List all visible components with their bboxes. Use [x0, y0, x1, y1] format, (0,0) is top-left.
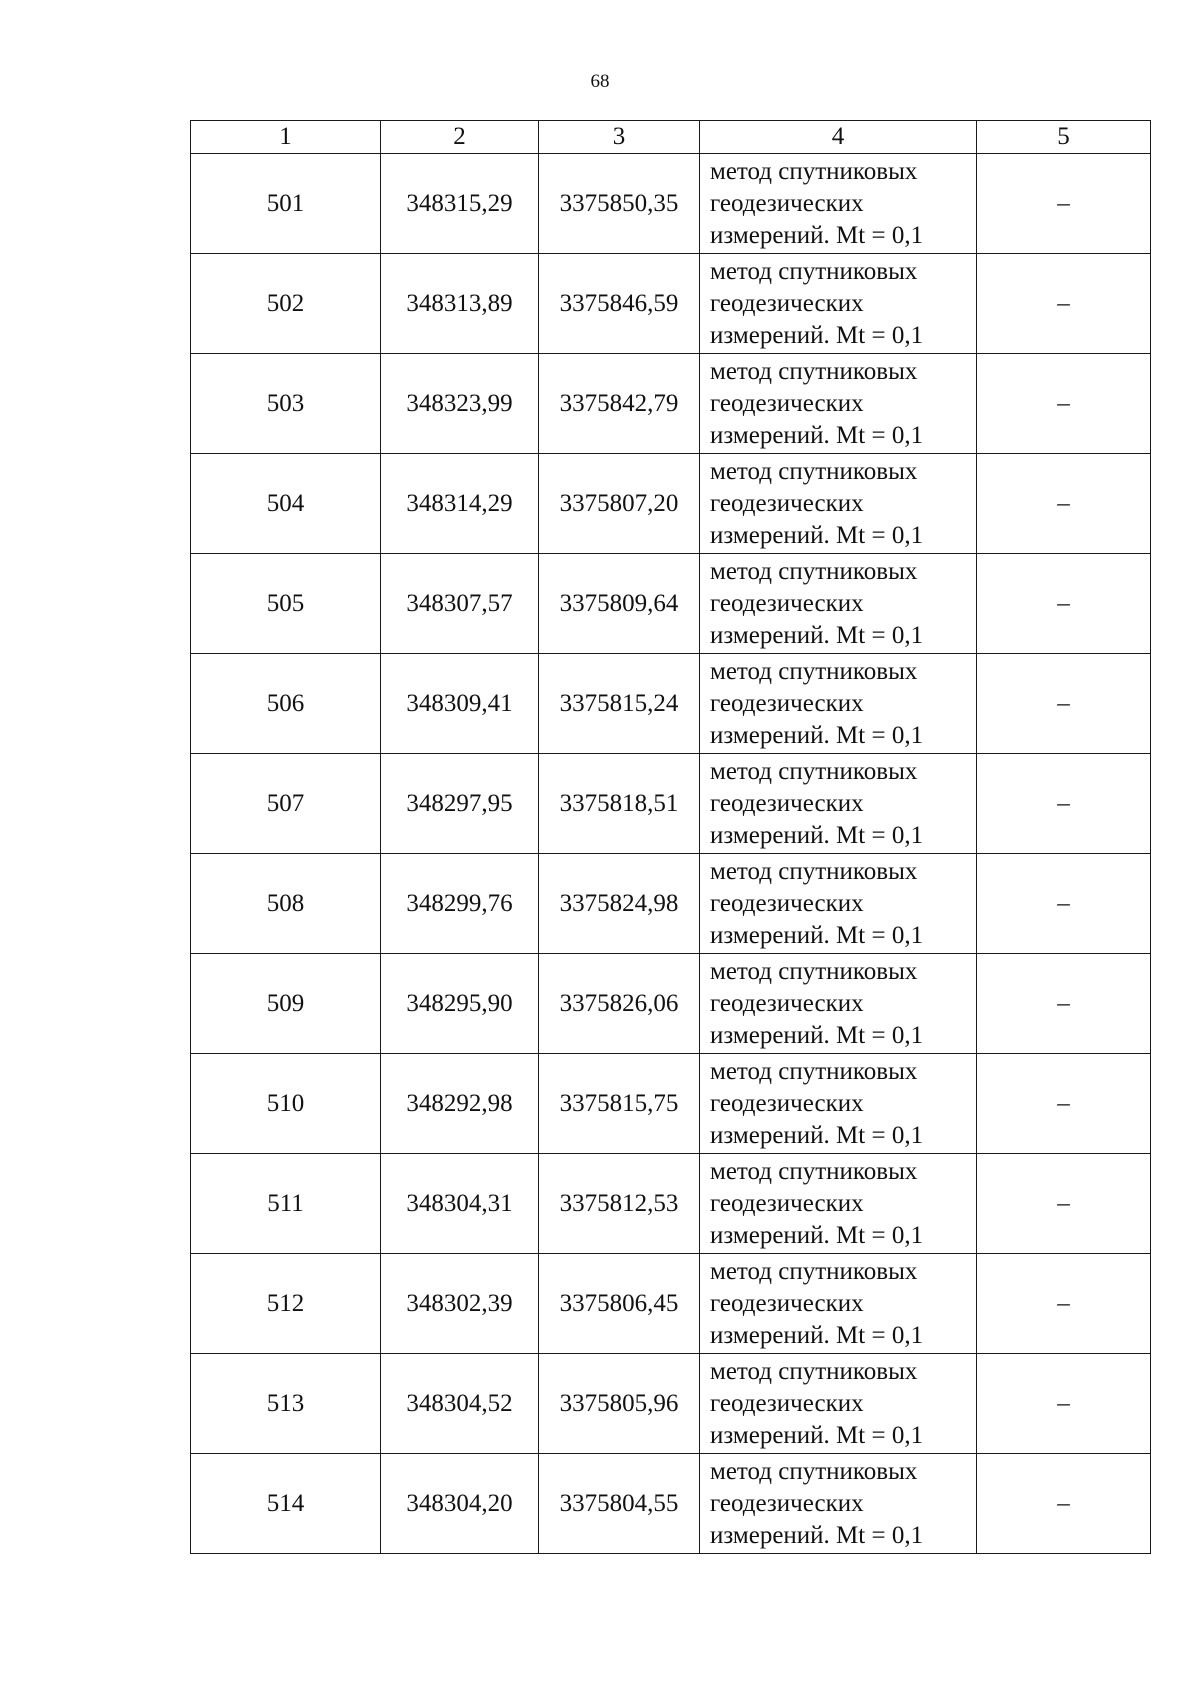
method-line: метод спутниковых [710, 157, 918, 185]
method-line: геодезических [710, 189, 864, 217]
method-cell [700, 654, 977, 754]
coordinate-x-cell: 348295,90 [381, 954, 539, 1054]
coordinate-x-cell: 348309,41 [381, 654, 539, 754]
note-cell: – [977, 554, 1151, 654]
note-cell: – [977, 354, 1151, 454]
point-number-cell: 502 [191, 254, 381, 354]
method-cell [700, 754, 977, 854]
coordinate-y-cell: 3375824,98 [539, 854, 700, 954]
note-cell: – [977, 1054, 1151, 1154]
method-line: геодезических [710, 689, 864, 717]
method-line: метод спутниковых [710, 1057, 918, 1085]
coordinate-y-cell: 3375805,96 [539, 1354, 700, 1454]
method-line: геодезических [710, 1189, 864, 1217]
method-cell [700, 1154, 977, 1254]
note-cell: – [977, 454, 1151, 554]
method-line: измерений. Mt = 0,1 [710, 221, 924, 249]
method-line: метод спутниковых [710, 857, 918, 885]
point-number-cell: 514 [191, 1454, 381, 1554]
method-cell [700, 454, 977, 554]
method-line: метод спутниковых [710, 757, 918, 785]
method-cell [700, 954, 977, 1054]
method-line: геодезических [710, 389, 864, 417]
method-line: геодезических [710, 1489, 864, 1517]
method-line: метод спутниковых [710, 557, 918, 585]
coordinate-x-cell: 348299,76 [381, 854, 539, 954]
method-line: измерений. Mt = 0,1 [710, 621, 924, 649]
method-line: измерений. Mt = 0,1 [710, 1421, 924, 1449]
method-cell [700, 1454, 977, 1554]
point-number-cell: 503 [191, 354, 381, 454]
method-line: метод спутниковых [710, 1157, 918, 1185]
coordinate-y-cell: 3375804,55 [539, 1454, 700, 1554]
coordinate-x-cell: 348292,98 [381, 1054, 539, 1154]
method-cell [700, 1354, 977, 1454]
method-line: измерений. Mt = 0,1 [710, 1221, 924, 1249]
method-line: метод спутниковых [710, 1257, 918, 1285]
coordinate-x-cell: 348304,31 [381, 1154, 539, 1254]
method-cell [700, 354, 977, 454]
point-number-cell: 508 [191, 854, 381, 954]
table-row [191, 954, 1151, 1054]
method-line: геодезических [710, 289, 864, 317]
coordinate-y-cell: 3375815,75 [539, 1054, 700, 1154]
point-number-cell: 507 [191, 754, 381, 854]
method-line: геодезических [710, 989, 864, 1017]
method-line: геодезических [710, 489, 864, 517]
method-line: измерений. Mt = 0,1 [710, 921, 924, 949]
method-line: измерений. Mt = 0,1 [710, 421, 924, 449]
note-cell: – [977, 154, 1151, 254]
point-number-cell: 506 [191, 654, 381, 754]
point-number-cell: 509 [191, 954, 381, 1054]
table-row [191, 454, 1151, 554]
note-cell: – [977, 954, 1151, 1054]
note-cell: – [977, 754, 1151, 854]
column-header-2: 2 [381, 121, 539, 154]
method-line: измерений. Mt = 0,1 [710, 521, 924, 549]
method-cell [700, 1054, 977, 1154]
method-line: метод спутниковых [710, 457, 918, 485]
method-cell [700, 854, 977, 954]
page-number: 68 [590, 71, 610, 92]
table-row [191, 254, 1151, 354]
coordinate-y-cell: 3375826,06 [539, 954, 700, 1054]
table-row [191, 854, 1151, 954]
method-cell [700, 154, 977, 254]
method-line: геодезических [710, 789, 864, 817]
note-cell: – [977, 1154, 1151, 1254]
method-cell [700, 1254, 977, 1354]
coordinate-y-cell: 3375807,20 [539, 454, 700, 554]
coordinate-y-cell: 3375846,59 [539, 254, 700, 354]
note-cell: – [977, 854, 1151, 954]
method-line: геодезических [710, 589, 864, 617]
point-number-cell: 512 [191, 1254, 381, 1354]
note-cell: – [977, 1354, 1151, 1454]
coordinate-x-cell: 348304,20 [381, 1454, 539, 1554]
coordinate-y-cell: 3375842,79 [539, 354, 700, 454]
table-row [191, 554, 1151, 654]
column-header-3: 3 [539, 121, 700, 154]
method-line: метод спутниковых [710, 657, 918, 685]
coordinate-x-cell: 348297,95 [381, 754, 539, 854]
method-line: измерений. Mt = 0,1 [710, 1121, 924, 1149]
table-row [191, 354, 1151, 454]
coordinate-y-cell: 3375850,35 [539, 154, 700, 254]
coordinate-y-cell: 3375818,51 [539, 754, 700, 854]
point-number-cell: 513 [191, 1354, 381, 1454]
table-body [191, 154, 1151, 1554]
table-row [191, 154, 1151, 254]
method-line: геодезических [710, 1089, 864, 1117]
method-line: измерений. Mt = 0,1 [710, 721, 924, 749]
table-row [191, 1354, 1151, 1454]
column-header-5: 5 [977, 121, 1151, 154]
coordinate-x-cell: 348314,29 [381, 454, 539, 554]
point-number-cell: 505 [191, 554, 381, 654]
coordinates-table [190, 120, 1151, 1554]
note-cell: – [977, 1254, 1151, 1354]
point-number-cell: 511 [191, 1154, 381, 1254]
method-line: измерений. Mt = 0,1 [710, 321, 924, 349]
coordinate-x-cell: 348307,57 [381, 554, 539, 654]
method-line: метод спутниковых [710, 257, 918, 285]
method-line: метод спутниковых [710, 1457, 918, 1485]
coordinate-y-cell: 3375815,24 [539, 654, 700, 754]
method-line: измерений. Mt = 0,1 [710, 1321, 924, 1349]
point-number-cell: 510 [191, 1054, 381, 1154]
table-row [191, 754, 1151, 854]
column-header-1: 1 [191, 121, 381, 154]
table-row [191, 1254, 1151, 1354]
method-cell [700, 254, 977, 354]
table-row [191, 1154, 1151, 1254]
method-line: геодезических [710, 889, 864, 917]
note-cell: – [977, 1454, 1151, 1554]
method-line: измерений. Mt = 0,1 [710, 821, 924, 849]
coordinate-x-cell: 348304,52 [381, 1354, 539, 1454]
table-row [191, 1454, 1151, 1554]
coordinate-x-cell: 348323,99 [381, 354, 539, 454]
coordinate-y-cell: 3375812,53 [539, 1154, 700, 1254]
column-header-4: 4 [700, 121, 977, 154]
table-row [191, 1054, 1151, 1154]
note-cell: – [977, 254, 1151, 354]
coordinate-x-cell: 348315,29 [381, 154, 539, 254]
method-line: метод спутниковых [710, 957, 918, 985]
coordinate-x-cell: 348302,39 [381, 1254, 539, 1354]
coordinate-y-cell: 3375806,45 [539, 1254, 700, 1354]
method-line: геодезических [710, 1389, 864, 1417]
point-number-cell: 501 [191, 154, 381, 254]
coordinate-y-cell: 3375809,64 [539, 554, 700, 654]
method-line: измерений. Mt = 0,1 [710, 1021, 924, 1049]
method-line: метод спутниковых [710, 357, 918, 385]
method-line: измерений. Mt = 0,1 [710, 1521, 924, 1549]
note-cell: – [977, 654, 1151, 754]
method-line: метод спутниковых [710, 1357, 918, 1385]
table-row [191, 654, 1151, 754]
method-cell [700, 554, 977, 654]
method-line: геодезических [710, 1289, 864, 1317]
header-row [191, 121, 1151, 154]
point-number-cell: 504 [191, 454, 381, 554]
coordinate-x-cell: 348313,89 [381, 254, 539, 354]
